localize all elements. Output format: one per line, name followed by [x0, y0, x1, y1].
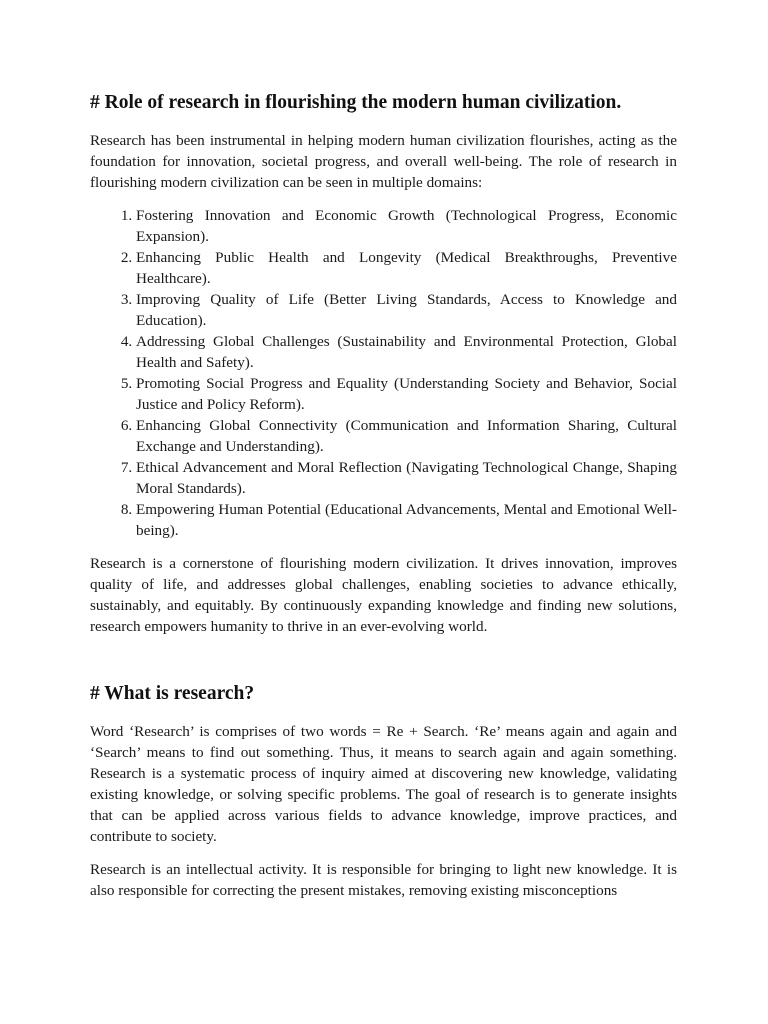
section-heading-what-is-research: # What is research? [90, 683, 255, 704]
list-item: 5. Promoting Social Progress and Equality (Understanding Society and Behavior, Social Justice and Policy Reform). [136, 373, 677, 415]
section-heading-role-of-research: # Role of research in flourishing the modern human civilization. [90, 92, 622, 113]
list-item: 6. Enhancing Global Connectivity (Communication and Information Sharing, Cultural Exchange and Understanding). [136, 415, 677, 457]
list-item: 2. Enhancing Public Health and Longevity (Medical Breakthroughs, Preventive Healthcare). [136, 247, 677, 289]
intro-paragraph: Research has been instrumental in helping modern human civilization flourishes, acting as the foundation for innovation, societal progress, and overall well-being. The role of research in flourishing modern civilization can be seen in multiple domains: [90, 132, 677, 191]
list-item: 3. Improving Quality of Life (Better Living Standards, Access to Knowledge and Education). [136, 289, 677, 331]
conclusion-paragraph: Research is a cornerstone of flourishing modern civilization. It drives innovation, improves quality of life, and addresses global challenges, enabling societies to advance ethically, sustainably, and equitably. By continuously expanding knowledge and finding new solutions, research empowers humanity to thrive in an ever-evolving world. [90, 555, 677, 635]
list-item: 1. Fostering Innovation and Economic Growth (Technological Progress, Economic Expansion). [136, 205, 677, 247]
list-item: 8. Empowering Human Potential (Educational Advancements, Mental and Emotional Well-being). [136, 499, 677, 541]
document-page [90, 90, 677, 913]
domains-list [90, 205, 677, 541]
intellectual-activity-paragraph: Research is an intellectual activity. It is responsible for bringing to light new knowledge. It is also responsible for correcting the present mistakes, removing existing misconceptions [90, 861, 677, 899]
definition-paragraph: Word ‘Research’ is comprises of two words = Re + Search. ‘Re’ means again and again and ‘Search’ means to find out something. Thus, it means to search again and again something. Research is a systematic process of inquiry aimed at discovering new knowledge, validating existing knowledge, or solving specific problems. The goal of research is to generate insights that can be applied across various fields to advance knowledge, improve practices, and contribute to society. [90, 723, 677, 845]
list-item: 7. Ethical Advancement and Moral Reflection (Navigating Technological Change, Shaping Moral Standards). [136, 457, 677, 499]
list-item: 4. Addressing Global Challenges (Sustainability and Environmental Protection, Global Health and Safety). [136, 331, 677, 373]
